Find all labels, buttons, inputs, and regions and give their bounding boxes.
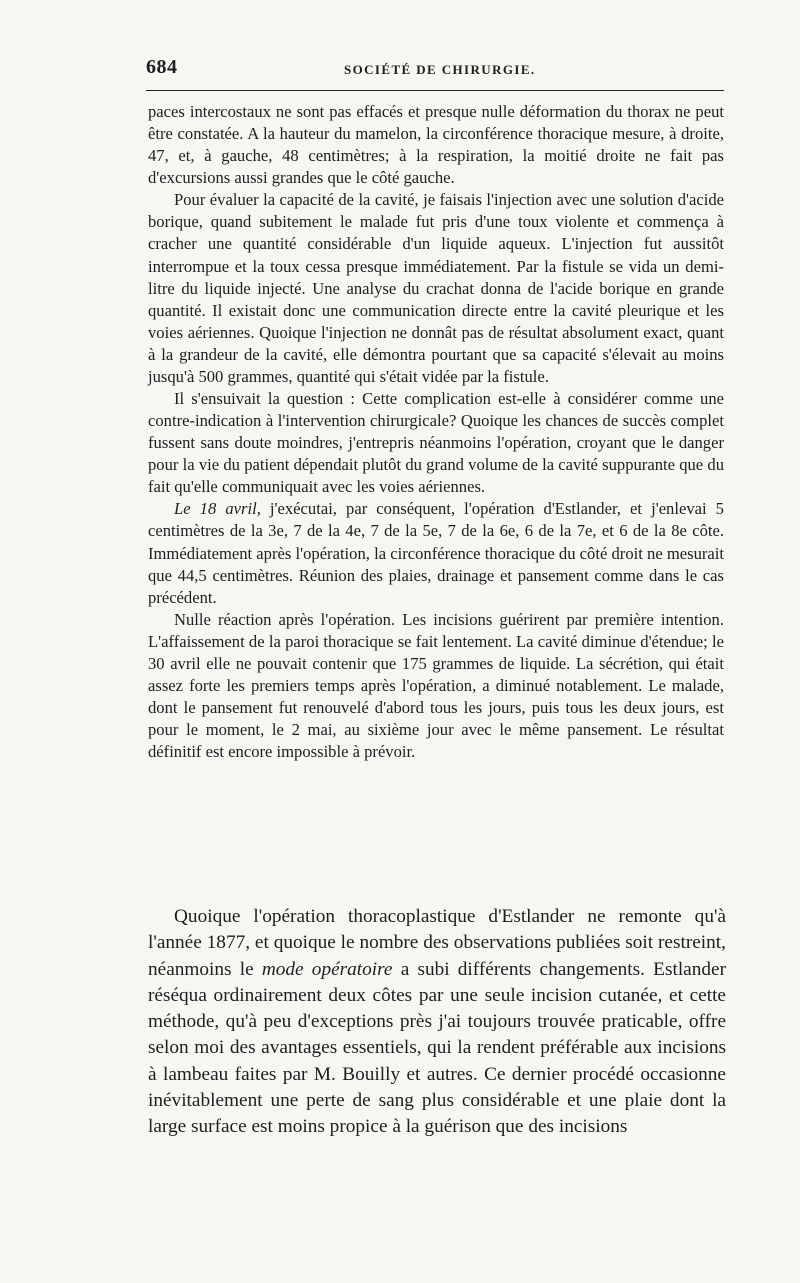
date-lead: Le 18 avril, xyxy=(174,499,261,519)
body-text xyxy=(148,101,724,763)
page-number: 684 xyxy=(146,56,178,78)
paragraph-large xyxy=(148,904,726,1141)
large-text-section xyxy=(148,904,726,1141)
paragraph-1: paces intercostaux ne sont pas effacés et presque nulle déformation du thorax ne peut être constatée. A la hauteur du mamelon, la circonférence thoracique mesure, à droite, 47, et, à gauche, 48 centimètres; à la respiration, la moitié droite ne fait pas d'excursions aussi grandes que le côté gauche. xyxy=(148,102,724,188)
header-rule xyxy=(146,90,724,91)
paragraph-4-text: j'exécutai, par conséquent, l'opération d'Estlander, et j'enlevai 5 centimètres de la 3e, 7 de la 4e, 7 de la 5e, 7 de la 6e, 6 de la 7e, et 6 de la 8e côte. Immédiatement après l'opération, la circonférence thoracique du côté droit ne mesurait que 44,5 centimètres. Réunion des plaies, drainage et pansement comme dans le cas précédent. xyxy=(148,499,724,607)
paragraph-large-after: a subi différents changements. Estlander réséqua ordinairement deux côtes par une seule incision cutanée, et cette méthode, qu'à peu d'exceptions près j'ai toujours trouvée praticable, offre selon moi des avantages essentiels, qui la rendent préférable aux incisions à lambeau faites par M. Bouilly et autres. Ce dernier procédé occasionne inévitablement une perte de sang plus considérable et une plaie dont la large surface est moins propice à la guérison que des incisions xyxy=(148,958,726,1138)
running-head: SOCIÉTÉ DE CHIRURGIE. xyxy=(344,62,536,77)
paragraph-2: Pour évaluer la capacité de la cavité, je faisais l'injection avec une solution d'acide borique, quand subitement le malade fut pris d'une toux violente et commença à cracher une quantité considérable d'un liquide aqueux. L'injection fut aussitôt interrompue et la toux cessa presque immédiatement. Par la fistule se vida un demi-litre du liquide injecté. Une analyse du crachat donna de l'acide borique en grande quantité. Il existait donc une communication directe entre la cavité pleurique et les voies aériennes. Quoique l'injection ne donnât pas de résultat absolument exact, quant à la grandeur de la cavité, elle démontra pourtant que sa capacité s'élevait au moins jusqu'à 500 grammes, quantité qui s'était vidée par la fistule. xyxy=(148,190,724,386)
paragraph-4 xyxy=(148,498,724,608)
paragraph-large-before: Quoique l'opération thoracoplastique d'Estlander ne remonte qu'à l'année 1877, et quoique le nombre des observations publiées soit restreint, néanmoins le xyxy=(148,906,726,980)
paragraph-3: Il s'ensuivait la question : Cette complication est-elle à considérer comme une contre-indication à l'intervention chirurgicale? Quoique les chances de succès complet fussent sans doute moindres, j'entrepris néanmoins l'opération, croyant que le danger pour la vie du patient dépendait plutôt du grand volume de la cavité suppurante que du fait qu'elle communiquait avec les voies aériennes. xyxy=(148,389,724,497)
page-header xyxy=(146,56,724,86)
paragraph-5: Nulle réaction après l'opération. Les incisions guérirent par première intention. L'affaissement de la paroi thoracique se fait lentement. La cavité diminue d'étendue; le 30 avril elle ne pouvait contenir que 175 grammes de liquide. La sécrétion, qui était assez forte les premiers temps après l'opération, a diminué notablement. Le malade, dont le pansement fut renouvelé d'abord tous les jours, puis tous les deux jours, est pour le moment, le 2 mai, au sixième jour avec le même pansement. Le résultat définitif est encore impossible à prévoir. xyxy=(148,609,724,762)
italic-term: mode opératoire xyxy=(261,958,393,980)
